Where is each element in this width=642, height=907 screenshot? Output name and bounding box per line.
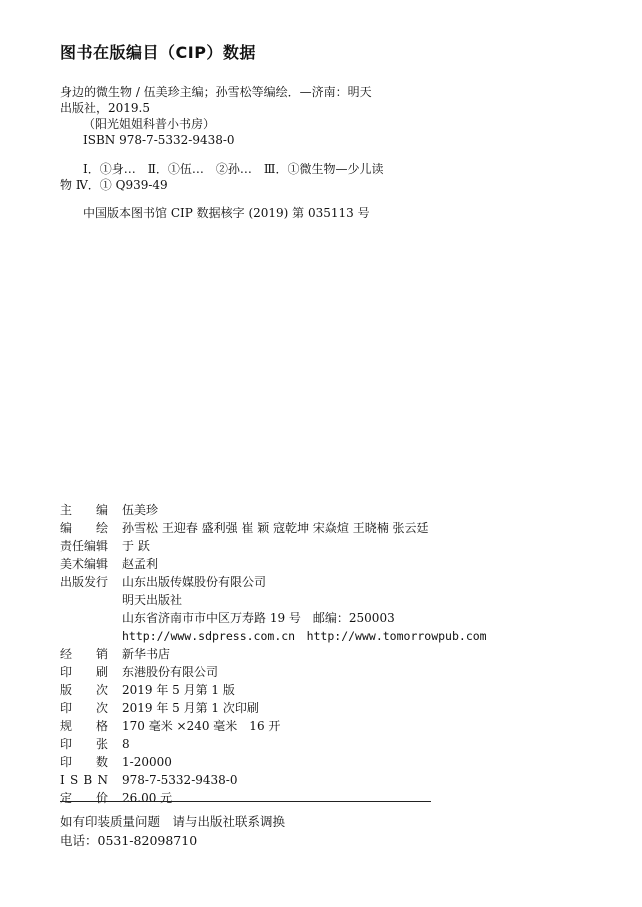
credit-row-websites xyxy=(60,627,487,645)
credit-label: 定 价 xyxy=(60,791,108,805)
credit-row-responsible-editor xyxy=(60,537,487,555)
credit-row-art-editor xyxy=(60,555,487,573)
page-title: 图书在版编目（CIP）数据 xyxy=(60,43,256,62)
credit-row-sheets xyxy=(60,735,487,753)
credit-value: 1-20000 xyxy=(122,755,172,769)
credit-row-address xyxy=(60,609,487,627)
credit-value: 新华书店 xyxy=(122,647,171,661)
credit-value: 山东省济南市市中区万寿路 19 号 邮编：250003 xyxy=(122,611,395,625)
quality-notice: 如有印装质量问题 请与出版社联系调换 xyxy=(60,814,286,829)
cip-line-2: 出版社，2019.5 xyxy=(60,101,150,115)
credit-label-empty xyxy=(60,591,122,609)
credit-value: 170 毫米 ×240 毫米 16 开 xyxy=(122,719,281,733)
credit-row-publisher-name xyxy=(60,591,487,609)
contact-phone: 电话：0531-82098710 xyxy=(60,833,198,848)
cip-line-6: 物 Ⅳ．① Q939-49 xyxy=(60,178,168,192)
credit-value: 孙雪松 王迎春 盛利强 崔 颖 寇乾坤 宋焱煊 王晓楠 张云廷 xyxy=(122,521,429,535)
credit-value: 伍美珍 xyxy=(122,503,159,517)
credit-row-editor xyxy=(60,501,487,519)
credit-label: 印 张 xyxy=(60,737,108,751)
credit-row-printer xyxy=(60,663,487,681)
credit-row-edition xyxy=(60,681,487,699)
credit-label: 印 数 xyxy=(60,755,108,769)
cip-line-3: （阳光姐姐科普小书房） xyxy=(83,117,216,131)
credit-label: 印 刷 xyxy=(60,665,108,679)
credit-row-print-run xyxy=(60,753,487,771)
divider-line xyxy=(60,801,431,802)
credit-label: 编 绘 xyxy=(60,521,108,535)
credit-row-illustrators xyxy=(60,519,487,537)
credit-value: 2019 年 5 月第 1 版 xyxy=(122,683,235,697)
credit-label-empty xyxy=(60,627,122,645)
credit-label: 规 格 xyxy=(60,719,108,733)
credit-label: 印 次 xyxy=(60,701,108,715)
cip-line-7: 中国版本图书馆 CIP 数据核字 (2019) 第 035113 号 xyxy=(83,206,370,220)
credit-row-format xyxy=(60,717,487,735)
credit-label: 美术编辑 xyxy=(60,557,109,571)
credit-label: 经 销 xyxy=(60,647,108,661)
cip-line-5: Ⅰ．①身… Ⅱ．①伍… ②孙… Ⅲ．①微生物—少儿读 xyxy=(83,162,384,176)
credit-value: 978-7-5332-9438-0 xyxy=(122,773,238,787)
credit-row-distributor xyxy=(60,645,487,663)
credit-value: 2019 年 5 月第 1 次印刷 xyxy=(122,701,259,715)
credit-value: http://www.sdpress.com.cn http://www.tomorrowpub.com xyxy=(122,629,487,643)
credit-row-price xyxy=(60,789,487,807)
cip-line-1: 身边的微生物 / 伍美珍主编；孙雪松等编绘．—济南：明天 xyxy=(60,85,372,99)
credit-value: 于 跃 xyxy=(122,539,150,553)
credit-value: 山东出版传媒股份有限公司 xyxy=(122,575,267,589)
credit-label: 责任编辑 xyxy=(60,539,109,553)
credit-row-printing xyxy=(60,699,487,717)
credit-value: 明天出版社 xyxy=(122,593,183,607)
credit-value: 8 xyxy=(122,737,130,751)
credit-label-empty xyxy=(60,609,122,627)
credit-label: I S B N xyxy=(60,773,108,787)
credit-row-publisher xyxy=(60,573,487,591)
credit-label: 主 编 xyxy=(60,503,108,517)
credit-label: 出版发行 xyxy=(60,575,109,589)
credits-block xyxy=(60,501,487,807)
credit-label: 版 次 xyxy=(60,683,108,697)
credit-value: 东港股份有限公司 xyxy=(122,665,219,679)
credit-value: 26.00 元 xyxy=(122,791,173,805)
credit-row-isbn xyxy=(60,771,487,789)
cip-line-4: ISBN 978-7-5332-9438-0 xyxy=(83,133,235,147)
credit-value: 赵孟利 xyxy=(122,557,159,571)
